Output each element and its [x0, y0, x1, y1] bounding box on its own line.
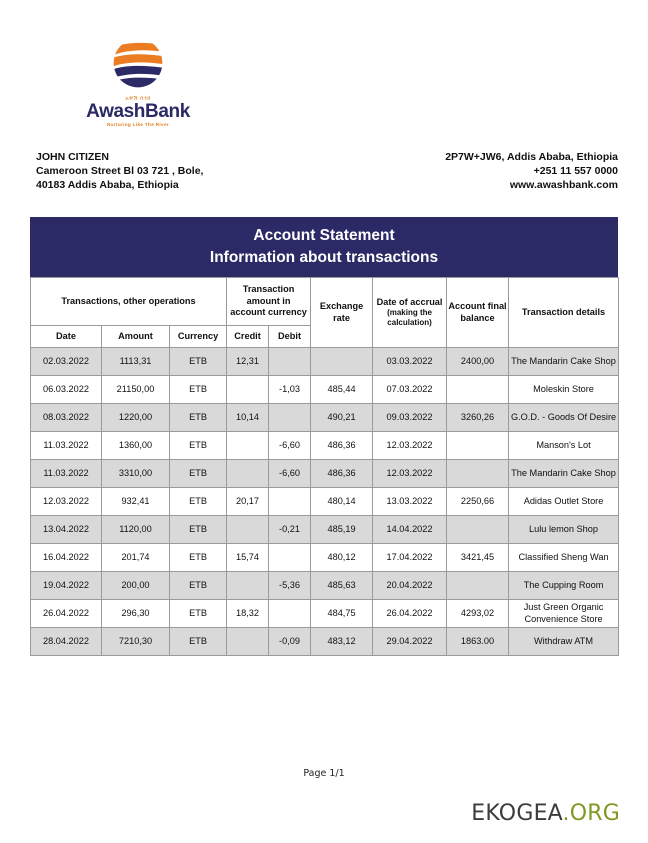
transactions-table	[30, 277, 619, 656]
header-exchange-rate: Exchange rate	[311, 278, 373, 348]
cell-accrual-date: 13.03.2022	[373, 488, 447, 516]
cell-details: The Cupping Room	[509, 572, 619, 600]
cell-accrual-date: 26.04.2022	[373, 600, 447, 628]
cell-exchange-rate: 490,21	[311, 404, 373, 432]
cell-currency: ETB	[170, 628, 227, 656]
header-amount-in-account-currency: Transaction amount in account currency	[227, 278, 311, 326]
cell-currency: ETB	[170, 460, 227, 488]
cell-final-balance: 1863.00	[447, 628, 509, 656]
cell-currency: ETB	[170, 488, 227, 516]
cell-date: 08.03.2022	[31, 404, 102, 432]
logo-tagline: Nurturing Like The River	[106, 121, 169, 127]
cell-date: 11.03.2022	[31, 460, 102, 488]
cell-exchange-rate	[311, 348, 373, 376]
cell-amount: 1113,31	[102, 348, 170, 376]
cell-debit	[269, 544, 311, 572]
watermark-tld: .ORG	[562, 801, 620, 826]
cell-debit	[269, 600, 311, 628]
logo-amharic-text: አዋሽ ባንክ	[125, 95, 151, 102]
cell-exchange-rate: 486,36	[311, 432, 373, 460]
table-row	[31, 544, 619, 572]
cell-date: 12.03.2022	[31, 488, 102, 516]
cell-credit: 15,74	[227, 544, 269, 572]
cell-final-balance: 3260,26	[447, 404, 509, 432]
watermark-name: EKOGEA	[471, 801, 563, 826]
cell-details: Just Green Organic Convenience Store	[509, 600, 619, 628]
cell-accrual-date: 14.04.2022	[373, 516, 447, 544]
table-row	[31, 600, 619, 628]
cell-final-balance	[447, 572, 509, 600]
cell-credit	[227, 516, 269, 544]
cell-accrual-date: 09.03.2022	[373, 404, 447, 432]
cell-amount: 1120,00	[102, 516, 170, 544]
cell-exchange-rate: 485,63	[311, 572, 373, 600]
cell-amount: 932,41	[102, 488, 170, 516]
cell-amount: 296,30	[102, 600, 170, 628]
cell-amount: 21150,00	[102, 376, 170, 404]
cell-accrual-date: 12.03.2022	[373, 432, 447, 460]
customer-address-line2: 40183 Addis Ababa, Ethiopia	[36, 179, 179, 192]
cell-details: Moleskin Store	[509, 376, 619, 404]
header-transaction-details: Transaction details	[509, 278, 619, 348]
cell-exchange-rate: 485,19	[311, 516, 373, 544]
bank-address: 2P7W+JW6, Addis Ababa, Ethiopia	[445, 151, 618, 163]
table-row	[31, 460, 619, 488]
cell-details: The Mandarin Cake Shop	[509, 348, 619, 376]
cell-details: The Mandarin Cake Shop	[509, 460, 619, 488]
cell-currency: ETB	[170, 600, 227, 628]
cell-accrual-date: 20.04.2022	[373, 572, 447, 600]
cell-details: Lulu lemon Shop	[509, 516, 619, 544]
cell-date: 28.04.2022	[31, 628, 102, 656]
cell-currency: ETB	[170, 348, 227, 376]
customer-address-block	[36, 150, 203, 193]
cell-amount: 7210,30	[102, 628, 170, 656]
cell-accrual-date: 29.04.2022	[373, 628, 447, 656]
cell-details: G.O.D. - Goods Of Desire	[509, 404, 619, 432]
table-row	[31, 488, 619, 516]
cell-exchange-rate: 485,44	[311, 376, 373, 404]
cell-date: 26.04.2022	[31, 600, 102, 628]
cell-debit: -0,09	[269, 628, 311, 656]
cell-date: 11.03.2022	[31, 432, 102, 460]
cell-date: 06.03.2022	[31, 376, 102, 404]
header-date-of-accrual-sub: (making the calculation)	[387, 308, 432, 328]
table-row	[31, 572, 619, 600]
statement-title: Account Statement	[253, 226, 395, 244]
statement-banner	[30, 217, 618, 277]
cell-details: Classified Sheng Wan	[509, 544, 619, 572]
table-row	[31, 628, 619, 656]
table-row	[31, 404, 619, 432]
cell-credit	[227, 628, 269, 656]
table-row	[31, 348, 619, 376]
cell-debit: -5,36	[269, 572, 311, 600]
header-amount: Amount	[102, 326, 170, 348]
cell-credit: 18,32	[227, 600, 269, 628]
header-credit: Credit	[227, 326, 269, 348]
cell-debit: -1,03	[269, 376, 311, 404]
cell-currency: ETB	[170, 432, 227, 460]
cell-credit	[227, 460, 269, 488]
cell-currency: ETB	[170, 572, 227, 600]
cell-accrual-date: 12.03.2022	[373, 460, 447, 488]
table-row	[31, 516, 619, 544]
awash-globe-icon	[109, 34, 167, 92]
cell-debit: -0,21	[269, 516, 311, 544]
cell-final-balance	[447, 376, 509, 404]
cell-date: 16.04.2022	[31, 544, 102, 572]
cell-credit	[227, 432, 269, 460]
bank-website: www.awashbank.com	[509, 179, 618, 192]
cell-final-balance: 2400,00	[447, 348, 509, 376]
cell-credit: 12,31	[227, 348, 269, 376]
cell-credit	[227, 376, 269, 404]
cell-amount: 200,00	[102, 572, 170, 600]
cell-amount: 201,74	[102, 544, 170, 572]
cell-debit: -6,60	[269, 460, 311, 488]
cell-final-balance	[447, 432, 509, 460]
customer-address-line1: Cameroon Street Bl 03 721 , Bole,	[36, 165, 204, 178]
table-row	[31, 376, 619, 404]
cell-currency: ETB	[170, 404, 227, 432]
cell-final-balance	[447, 516, 509, 544]
cell-date: 13.04.2022	[31, 516, 102, 544]
header-transactions-group: Transactions, other operations	[31, 278, 227, 326]
cell-final-balance: 3421,45	[447, 544, 509, 572]
cell-credit: 10,14	[227, 404, 269, 432]
cell-credit	[227, 572, 269, 600]
cell-final-balance: 2250,66	[447, 488, 509, 516]
logo-bank-name: AwashBank	[86, 101, 190, 122]
cell-debit	[269, 404, 311, 432]
cell-credit: 20,17	[227, 488, 269, 516]
customer-name: JOHN CITIZEN	[36, 151, 109, 163]
transactions-body	[31, 348, 619, 656]
cell-debit	[269, 348, 311, 376]
cell-currency: ETB	[170, 516, 227, 544]
cell-date: 19.04.2022	[31, 572, 102, 600]
bank-phone: +251 11 557 0000	[533, 165, 618, 178]
header-date-of-accrual-main: Date of accrual	[376, 296, 443, 307]
cell-final-balance	[447, 460, 509, 488]
cell-details: Adidas Outlet Store	[509, 488, 619, 516]
header-debit: Debit	[269, 326, 311, 348]
cell-details: Manson's Lot	[509, 432, 619, 460]
cell-accrual-date: 03.03.2022	[373, 348, 447, 376]
cell-currency: ETB	[170, 544, 227, 572]
cell-date: 02.03.2022	[31, 348, 102, 376]
cell-exchange-rate: 483,12	[311, 628, 373, 656]
cell-exchange-rate: 480,14	[311, 488, 373, 516]
header-currency: Currency	[170, 326, 227, 348]
cell-accrual-date: 07.03.2022	[373, 376, 447, 404]
header-account-final-balance: Account final balance	[447, 278, 509, 348]
table-row	[31, 432, 619, 460]
cell-amount: 1220,00	[102, 404, 170, 432]
bank-wordmark	[78, 96, 198, 128]
cell-debit	[269, 488, 311, 516]
bank-logo	[78, 34, 198, 128]
cell-currency: ETB	[170, 376, 227, 404]
header-date-of-accrual	[373, 278, 447, 348]
page-number: Page 1/1	[303, 768, 345, 779]
cell-exchange-rate: 484,75	[311, 600, 373, 628]
watermark	[471, 801, 620, 826]
cell-accrual-date: 17.04.2022	[373, 544, 447, 572]
cell-debit: -6,60	[269, 432, 311, 460]
cell-amount: 3310,00	[102, 460, 170, 488]
statement-subtitle: Information about transactions	[209, 249, 439, 266]
cell-exchange-rate: 486,36	[311, 460, 373, 488]
cell-amount: 1360,00	[102, 432, 170, 460]
cell-details: Withdraw ATM	[509, 628, 619, 656]
bank-contact-block	[445, 150, 618, 193]
header-date: Date	[31, 326, 102, 348]
cell-exchange-rate: 480,12	[311, 544, 373, 572]
cell-final-balance: 4293,02	[447, 600, 509, 628]
